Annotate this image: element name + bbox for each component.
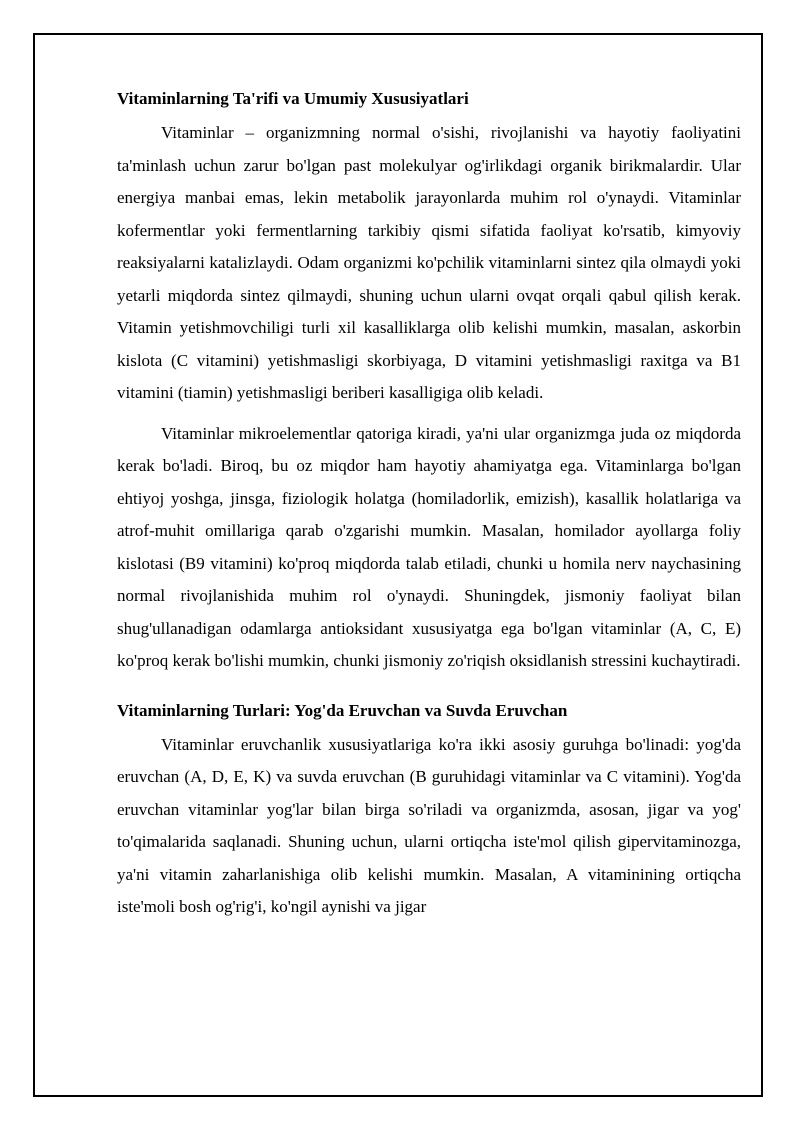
paragraph-types-1: Vitaminlar eruvchanlik xususiyatlariga ko'ra ikki asosiy guruhga bo'linadi: yog'da eruvchan (A, D, E, K) va suvda eruvchan (B guruhidagi vitaminlar va C vitamini). Yog'da eruvchan vitaminlar yog'lar bilan birga so'riladi va organizmda, asosan, jigar va yog' to'qimalarida saqlanadi. Shuning uchun, ularni ortiqcha iste'mol qilish gipervitaminozga, ya'ni vitamin zaharlanishiga olib kelishi mumkin. Masalan, A vitaminining ortiqcha iste'moli bosh og'rig'i, ko'ngil aynishi va jigar — [117, 734, 741, 916]
document-body — [117, 86, 741, 932]
paragraph-definition-2: Vitaminlar mikroelementlar qatoriga kiradi, ya'ni ular organizmga juda oz miqdorda kerak bo'ladi. Biroq, bu oz miqdor ham hayotiy ahamiyatga ega. Vitaminlarga bo'lgan ehtiyoj yoshga, jinsga, fiziologik holatga (homiladorlik, emizish), kasallik holatlariga va atrof-muhit omillariga qarab o'zgarishi mumkin. Masalan, homilador ayollarga foliy kislotasi (B9 vitamini) ko'proq miqdorda talab etiladi, chunki u homila nerv naychasining normal rivojlanishida muhim rol o'ynaydi. Shuningdek, jismoniy faoliyat bilan shug'ullanadigan odamlarga antioksidant xususiyatga ega bo'lgan vitaminlar (A, C, E) ko'proq kerak bo'lishi mumkin, chunki jismoniy zo'riqish oksidlanish stressini kuchaytiradi. — [117, 423, 741, 670]
section-heading-types: Vitaminlarning Turlari: Yog'da Eruvchan va Suvda Eruvchan — [117, 700, 568, 720]
section-heading-definition: Vitaminlarning Ta'rifi va Umumiy Xususiyatlari — [117, 89, 469, 108]
paragraph-definition-1: Vitaminlar – organizmning normal o'sishi, rivojlanishi va hayotiy faoliyatini ta'minlash uchun zarur bo'lgan past molekulyar og'irlikdagi organik birikmalardir. Ular energiya manbai emas, lekin metabolik jarayonlarda muhim rol o'ynaydi. Vitaminlar kofermentlar yoki fermentlarning tarkibiy qismi sifatida faoliyat ko'rsatib, kimyoviy reaksiyalarni katalizlaydi. Odam organizmi ko'pchilik vitaminlarni sintez qila olmaydi yoki yetarli miqdorda sintez qilmaydi, shuning uchun ularni ovqat orqali qabul qilish kerak. Vitamin yetishmovchiligi turli xil kasalliklarga olib kelishi mumkin, masalan, askorbin kislota (C vitamini) yetishmasligi skorbiyaga, D vitamini yetishmasligi raxitga va B1 vitamini (tiamin) yetishmasligi beriberi kasalligiga olib keladi. — [117, 123, 741, 402]
